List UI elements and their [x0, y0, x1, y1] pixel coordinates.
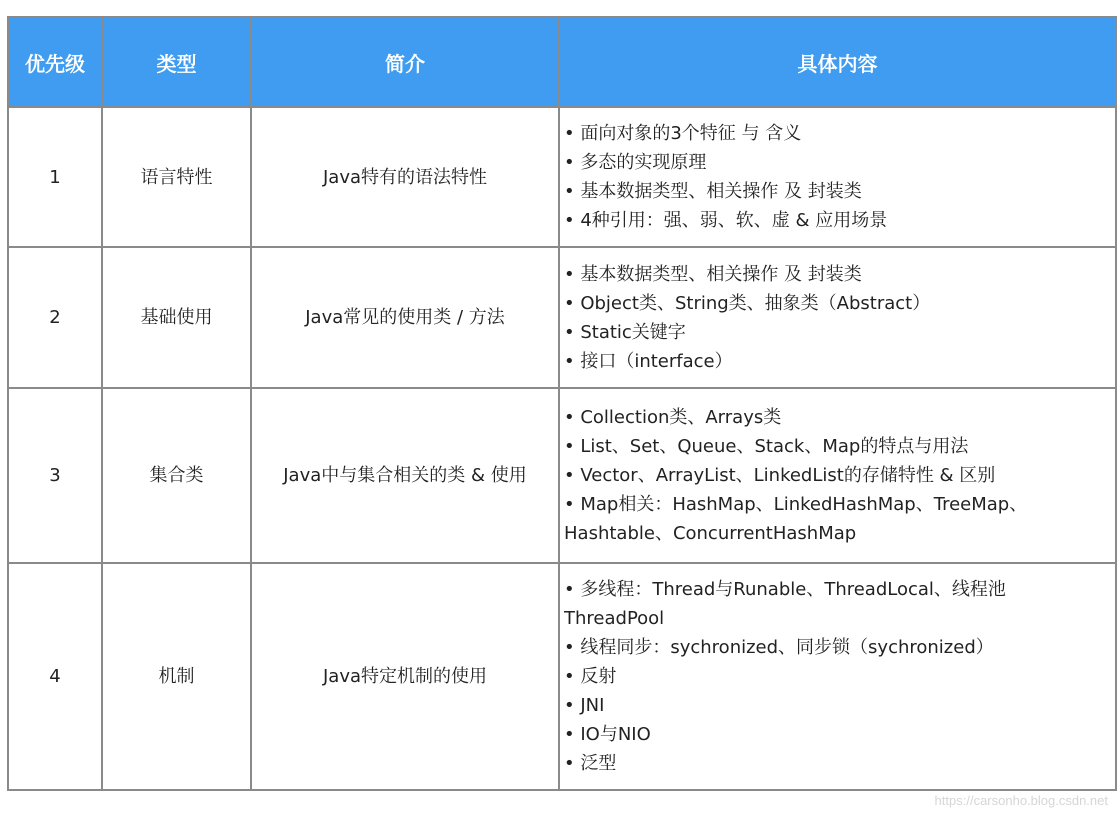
- detail-item: • 反射: [564, 666, 617, 687]
- detail-item: • IO与NIO: [564, 724, 651, 745]
- details-list: [564, 260, 1111, 376]
- details-list: [564, 403, 1111, 548]
- watermark: https://carsonho.blog.csdn.net: [934, 793, 1108, 808]
- priority-cell: 2: [8, 247, 102, 388]
- priority-cell: 4: [8, 563, 102, 790]
- table-header: [8, 17, 1116, 107]
- table-row: [8, 107, 1116, 247]
- summary-cell: Java中与集合相关的类 & 使用: [251, 388, 559, 563]
- details-cell: [559, 388, 1116, 563]
- detail-item: • 基本数据类型、相关操作 及 封装类: [564, 263, 862, 285]
- detail-item: • 接口（interface）: [564, 350, 733, 372]
- detail-item: • 线程同步：sychronized、同步锁（sychronized）: [564, 637, 994, 658]
- summary-cell: Java常见的使用类 / 方法: [251, 247, 559, 388]
- detail-item: • Object类、String类、抽象类（Abstract）: [564, 292, 931, 314]
- table-row: [8, 247, 1116, 388]
- type-cell: 集合类: [102, 388, 251, 563]
- summary-cell: Java特有的语法特性: [251, 107, 559, 247]
- detail-item: • 多态的实现原理: [564, 152, 707, 173]
- details-list: [564, 119, 1111, 235]
- header-summary: 简介: [251, 17, 559, 107]
- detail-item: • Vector、ArrayList、LinkedList的存储特性 & 区别: [564, 465, 996, 486]
- detail-item: • Map相关：HashMap、LinkedHashMap、TreeMap、: [564, 494, 1028, 515]
- type-cell: 基础使用: [102, 247, 251, 388]
- detail-item: • 4种引用：强、弱、软、虚 & 应用场景: [564, 210, 888, 231]
- table-body: [8, 107, 1116, 790]
- priority-cell: 3: [8, 388, 102, 563]
- detail-item: • 多线程：Thread与Runable、ThreadLocal、线程池: [564, 579, 1006, 600]
- detail-item: • Static关键字: [564, 321, 686, 343]
- detail-item: Hashtable、ConcurrentHashMap: [564, 523, 857, 544]
- detail-item: ThreadPool: [564, 608, 665, 629]
- detail-item: • List、Set、Queue、Stack、Map的特点与用法: [564, 436, 969, 457]
- detail-item: • JNI: [564, 695, 605, 716]
- header-priority: 优先级: [8, 17, 102, 107]
- detail-item: • 基本数据类型、相关操作 及 封装类: [564, 181, 862, 202]
- table-row: [8, 563, 1116, 790]
- details-cell: [559, 247, 1116, 388]
- summary-cell: Java特定机制的使用: [251, 563, 559, 790]
- table-row: [8, 388, 1116, 563]
- detail-item: • Collection类、Arrays类: [564, 407, 782, 428]
- header-type: 类型: [102, 17, 251, 107]
- details-cell: [559, 563, 1116, 790]
- header-details: 具体内容: [559, 17, 1116, 107]
- detail-item: • 面向对象的3个特征 与 含义: [564, 123, 802, 144]
- detail-item: • 泛型: [564, 753, 617, 774]
- type-cell: 机制: [102, 563, 251, 790]
- header-row: [8, 17, 1116, 107]
- details-cell: [559, 107, 1116, 247]
- knowledge-table-container: [7, 16, 1115, 791]
- type-cell: 语言特性: [102, 107, 251, 247]
- knowledge-table: [7, 16, 1117, 791]
- priority-cell: 1: [8, 107, 102, 247]
- details-list: [564, 575, 1111, 778]
